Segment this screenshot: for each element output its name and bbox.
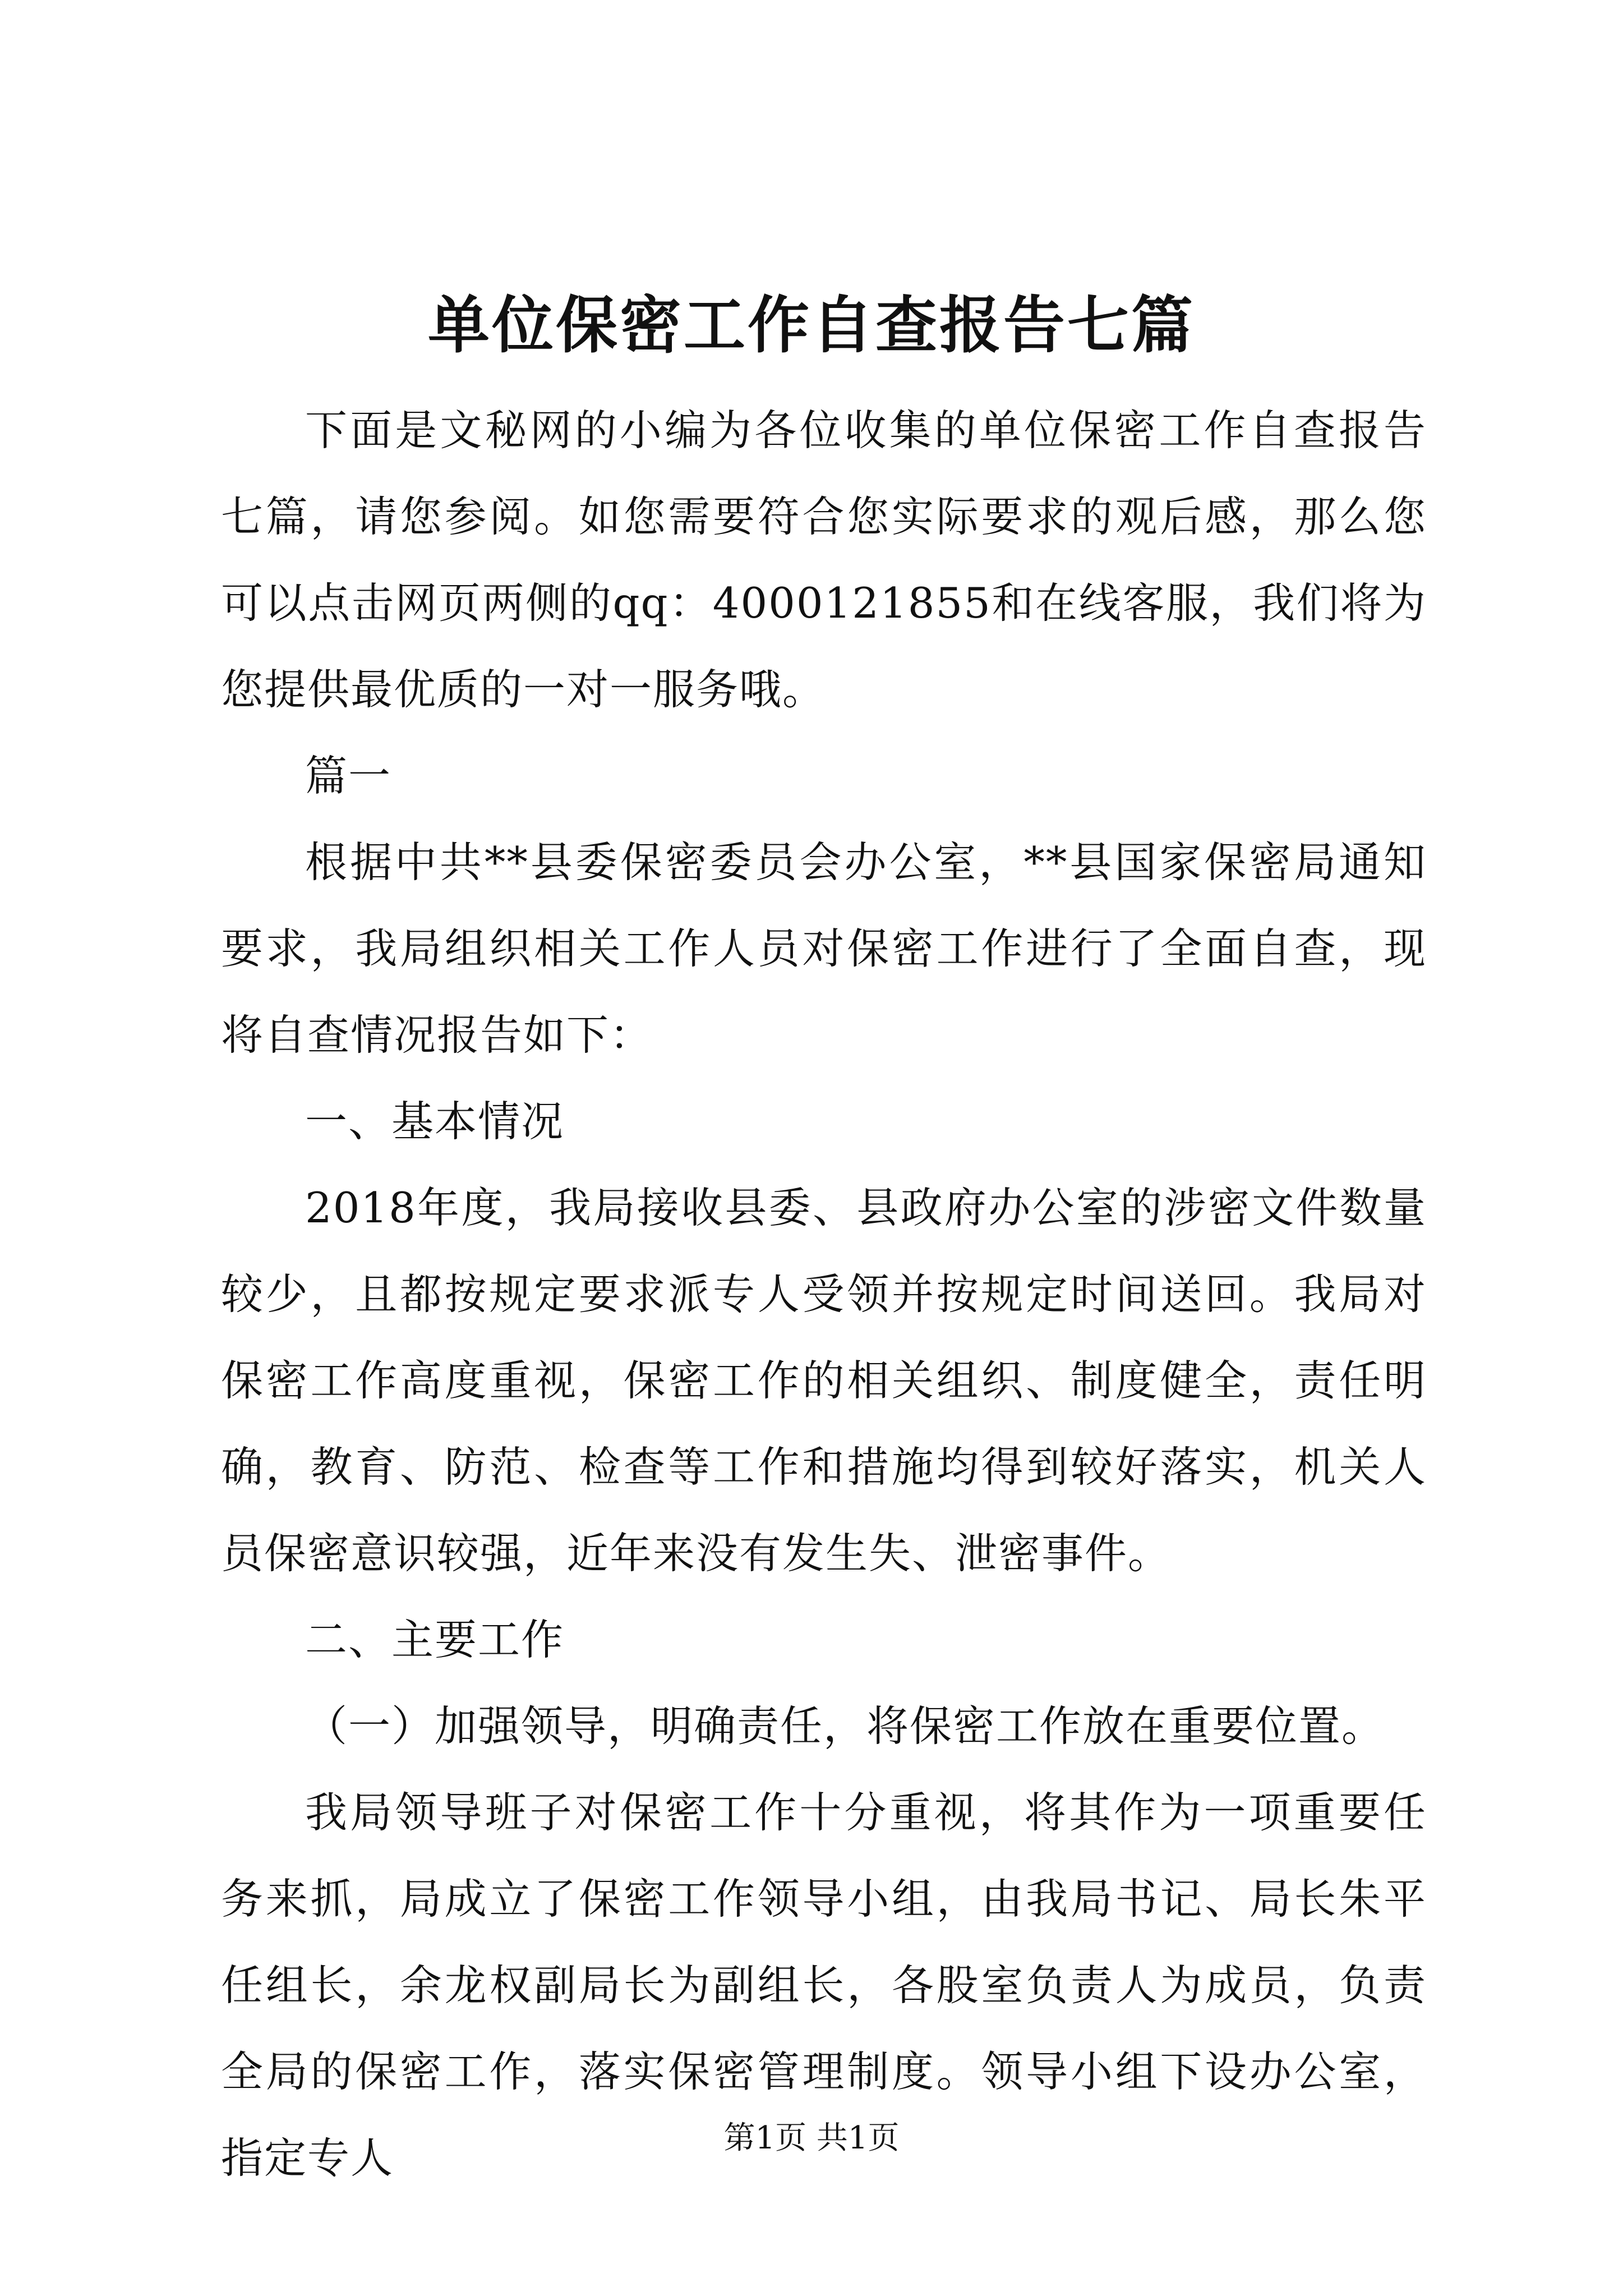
section-heading-main-work: 二、主要工作 xyxy=(305,1615,565,1664)
document-title: 单位保密工作自查报告七篇 xyxy=(428,289,1195,361)
section-heading-basic-situation: 一、基本情况 xyxy=(305,1097,565,1146)
body-paragraph: 我局领导班子对保密工作十分重视，将其作为一项重要任务来抓，局成立了保密工作领导小组，由我局书记、局长朱平任组长，余龙权副局长为副组长，各股室负责人为成员，负责全局的保密工作，落实保密管理制度。领导小组下设办公室，指定专人 xyxy=(221,1788,1427,2183)
intro-paragraph: 下面是文秘网的小编为各位收集的单位保密工作自查报告七篇，请您参阅。如您需要符合您实际要求的观后感，那么您可以点击网页两侧的qq：4000121855和在线客服，我们将为您提供最优质的一对一服务哦。 xyxy=(221,406,1427,714)
subsection-heading: （一）加强领导，明确责任，将保密工作放在重要位置。 xyxy=(305,1701,1385,1751)
body-paragraph: 根据中共**县委保密委员会办公室，**县国家保密局通知要求，我局组织相关工作人员对保密工作进行了全面自查，现将自查情况报告如下： xyxy=(221,838,1427,1060)
document-body xyxy=(221,387,1427,2201)
page-number-footer: 第1页 共1页 xyxy=(723,2120,900,2156)
section-heading-part-one: 篇一 xyxy=(305,751,392,800)
body-paragraph: 2018年度，我局接收县委、县政府办公室的涉密文件数量较少，且都按规定要求派专人受领并按规定时间送回。我局对保密工作高度重视，保密工作的相关组织、制度健全，责任明确，教育、防范、检查等工作和措施均得到较好落实，机关人员保密意识较强，近年来没有发生失、泄密事件。 xyxy=(221,1183,1427,1578)
